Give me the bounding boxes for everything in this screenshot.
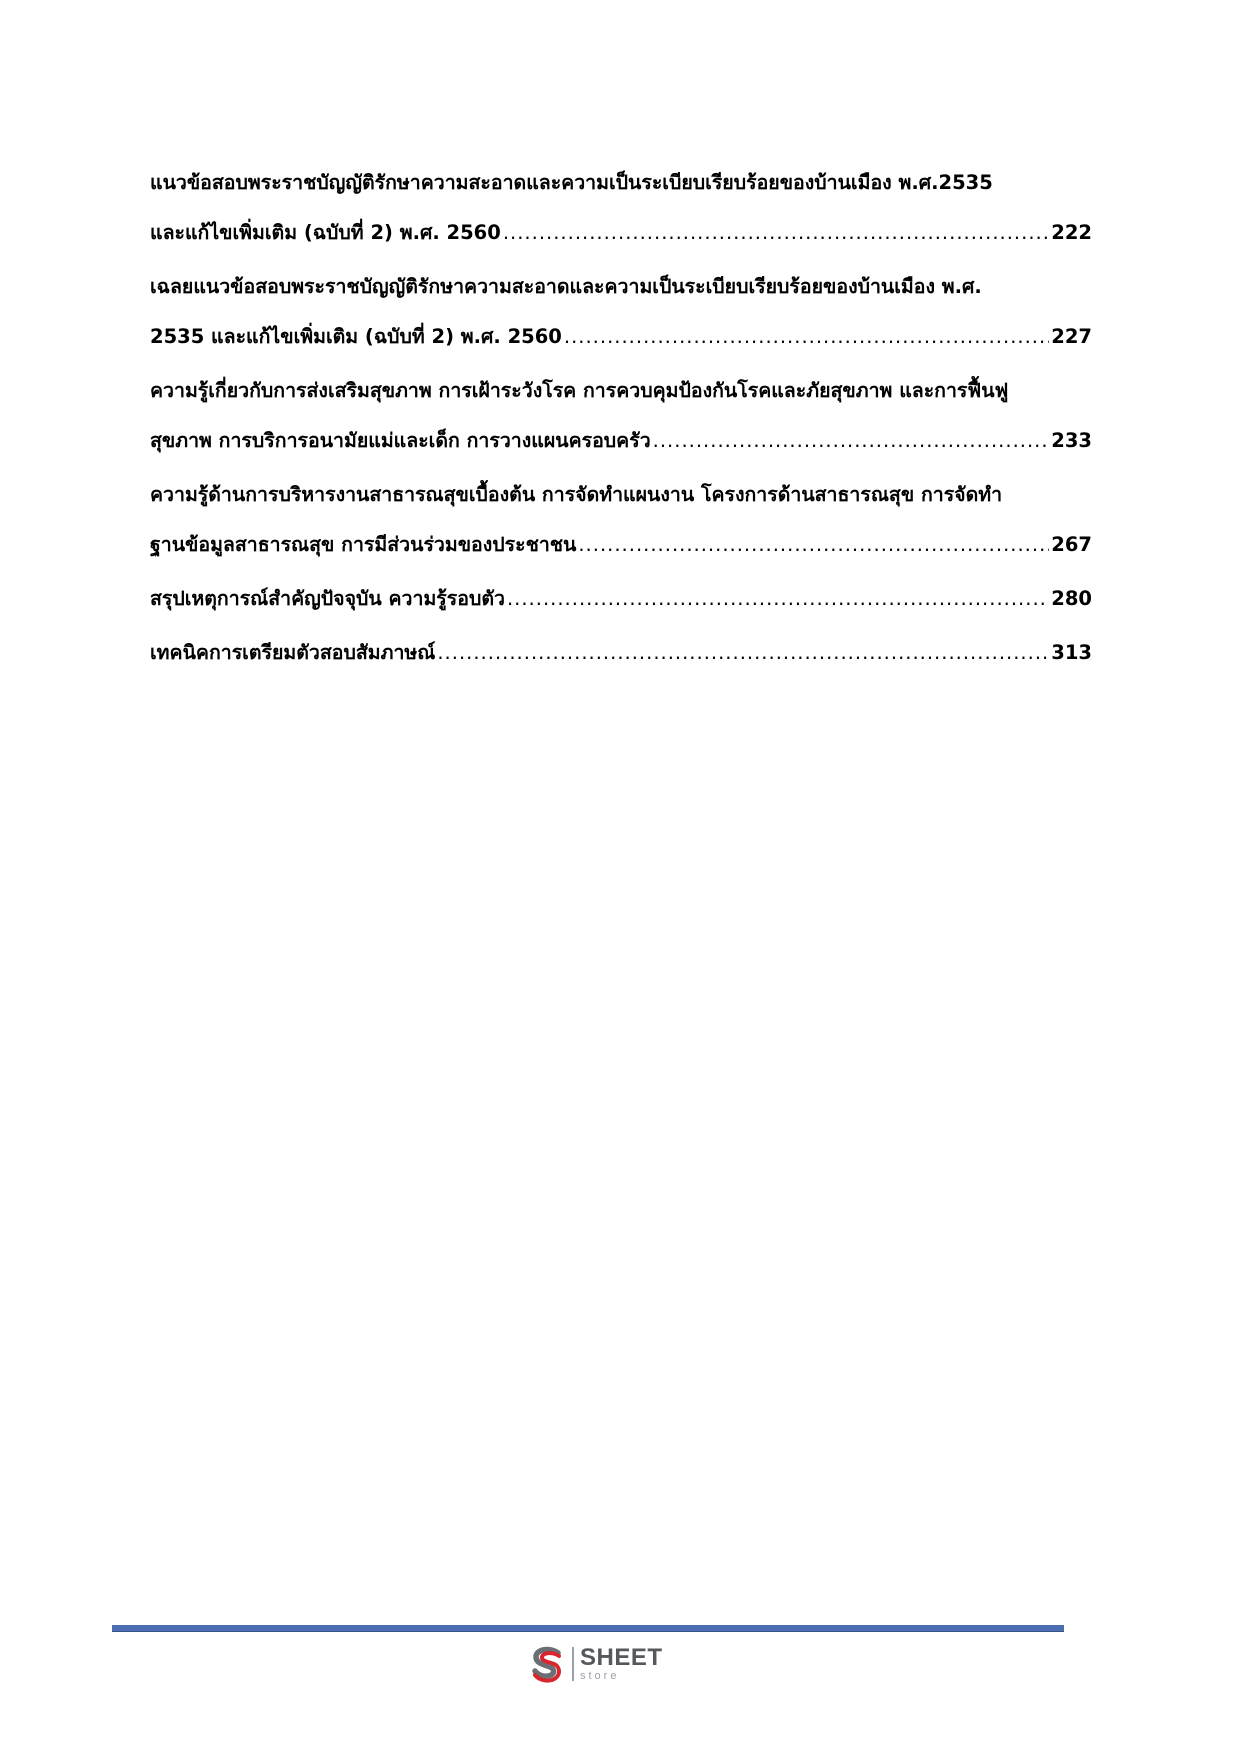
toc-entry[interactable] (150, 158, 1092, 258)
toc-entry-title-end: สุขภาพ การบริการอนามัยแม่และเด็ก การวางแผนครอบครัว (150, 429, 651, 452)
toc-entry-title-end: เทคนิคการเตรียมตัวสอบสัมภาษณ์ (150, 641, 436, 664)
dot-leader (507, 574, 1049, 624)
toc-entry[interactable] (150, 470, 1092, 570)
toc-page-number: 227 (1051, 325, 1092, 348)
logo-brand-subtext: store (580, 1670, 620, 1682)
footer-logo (528, 1642, 663, 1686)
logo-brand-text: SHEET (580, 1644, 663, 1671)
toc-entry-last-line (150, 574, 1092, 624)
logo-divider (572, 1647, 574, 1681)
dot-leader (564, 312, 1049, 362)
toc-entry-title-line: เฉลยแนวข้อสอบพระราชบัญญัติรักษาความสะอาดและความเป็นระเบียบเรียบร้อยของบ้านเมือง พ.ศ. (150, 275, 982, 298)
toc-entry-last-line (150, 520, 1092, 570)
toc-page-number: 313 (1051, 641, 1092, 664)
toc-entry-last-line (150, 312, 1092, 362)
toc-page-number: 222 (1051, 221, 1092, 244)
toc-page-number: 267 (1051, 533, 1092, 556)
dot-leader (578, 520, 1049, 570)
toc-entry[interactable] (150, 262, 1092, 362)
toc-entry-title-line: ความรู้ด้านการบริหารงานสาธารณสุขเบื้องต้น การจัดทำแผนงาน โครงการด้านสาธารณสุข การจัดทำ (150, 483, 1003, 506)
toc-entry-title-end: และแก้ไขเพิ่มเติม (ฉบับที่ 2) พ.ศ. 2560 (150, 221, 501, 244)
dot-leader (653, 416, 1050, 466)
toc-entry[interactable] (150, 366, 1092, 466)
toc-entry-title-line: แนวข้อสอบพระราชบัญญัติรักษาความสะอาดและความเป็นระเบียบเรียบร้อยของบ้านเมือง พ.ศ.2535 (150, 171, 993, 194)
logo-wordmark (580, 1646, 663, 1682)
toc-entry-last-line (150, 208, 1092, 258)
toc-entry-title-end: ฐานข้อมูลสาธารณสุข การมีส่วนร่วมของประชาชน (150, 533, 577, 556)
table-of-contents (150, 158, 1092, 678)
sheet-store-s-logo-icon (528, 1644, 568, 1684)
toc-entry[interactable] (150, 574, 1092, 624)
toc-entry-last-line (150, 628, 1092, 678)
dot-leader (503, 208, 1049, 258)
dot-leader (437, 628, 1049, 678)
toc-entry-title-end: 2535 และแก้ไขเพิ่มเติม (ฉบับที่ 2) พ.ศ. 2560 (150, 325, 562, 348)
toc-entry-last-line (150, 416, 1092, 466)
footer-divider (112, 1625, 1064, 1632)
toc-entry[interactable] (150, 628, 1092, 678)
toc-entry-title-line: ความรู้เกี่ยวกับการส่งเสริมสุขภาพ การเฝ้าระวังโรค การควบคุมป้องกันโรคและภัยสุขภาพ และการฟื้นฟู (150, 379, 1009, 402)
toc-page-number: 233 (1051, 429, 1092, 452)
toc-entry-title-end: สรุปเหตุการณ์สำคัญปัจจุบัน ความรู้รอบตัว (150, 587, 505, 610)
toc-page-number: 280 (1051, 587, 1092, 610)
